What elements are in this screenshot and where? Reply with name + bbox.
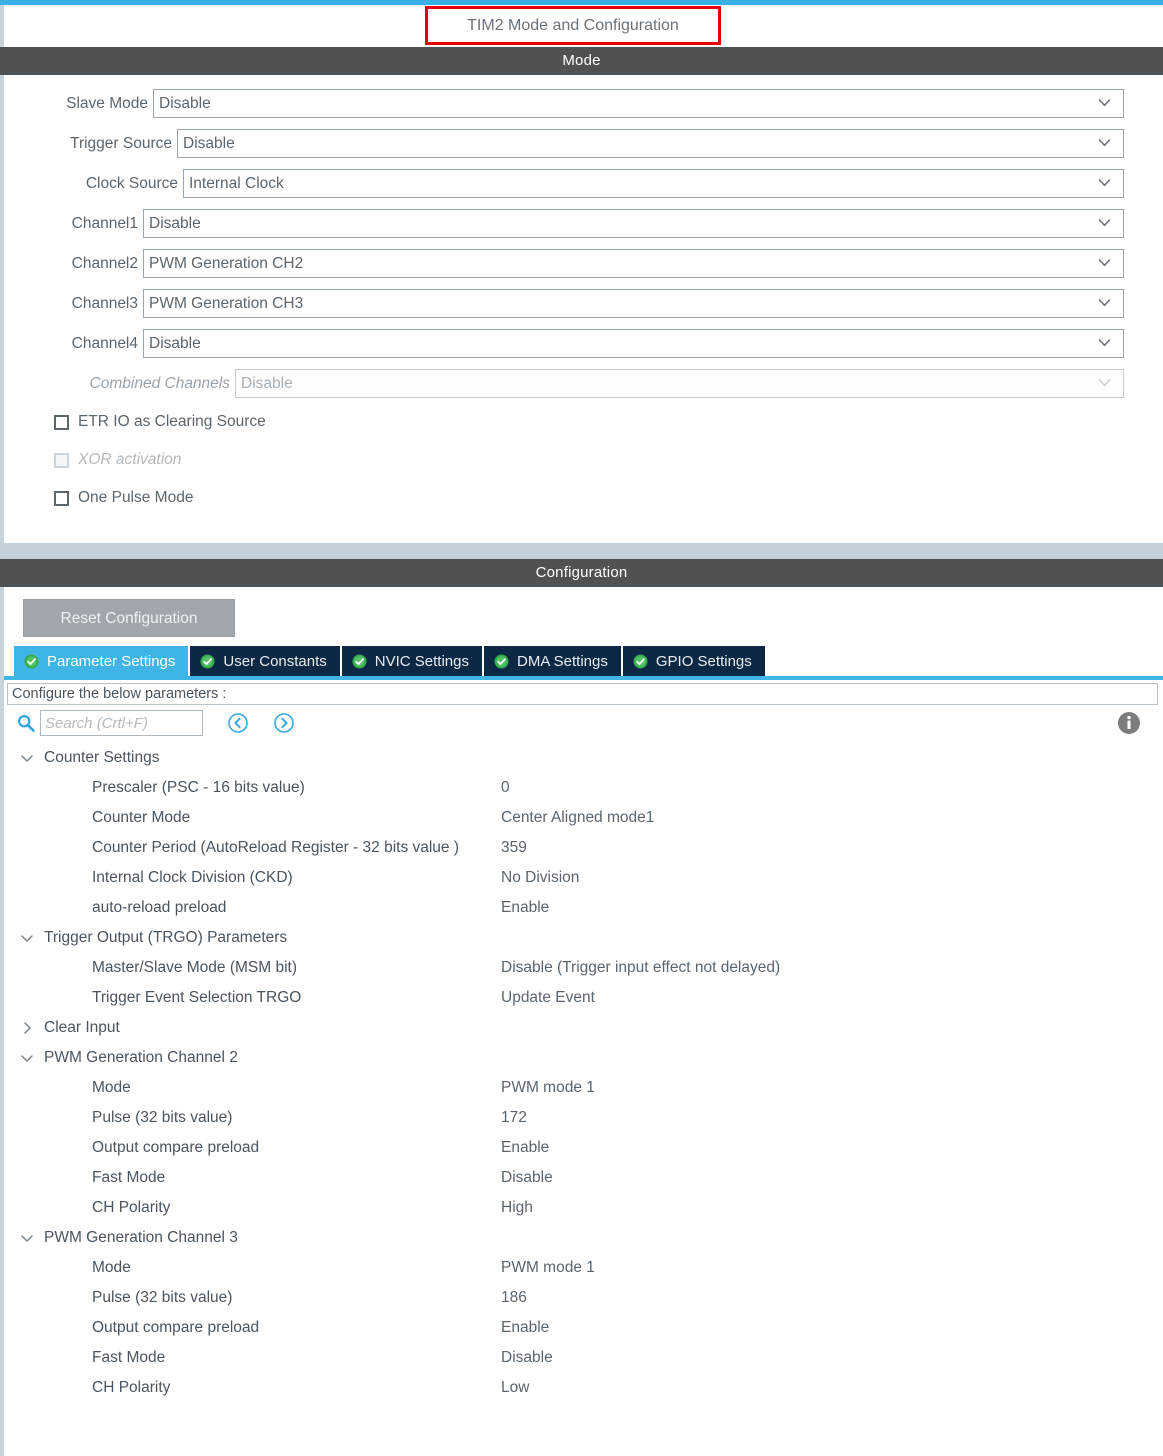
checkbox-label: ETR IO as Clearing Source <box>78 413 266 430</box>
tree-param-label: Trigger Event Selection TRGO <box>92 989 302 1006</box>
tree-group-row[interactable] <box>4 923 1163 953</box>
mode-combobox-value: Disable <box>159 94 211 112</box>
tree-param-value[interactable]: Enable <box>501 1139 550 1156</box>
check-circle-icon <box>633 654 648 669</box>
tree-param-row[interactable] <box>4 1313 1163 1343</box>
configure-hint-strip <box>7 683 1158 705</box>
mode-row <box>4 287 1163 320</box>
check-circle-icon <box>352 654 367 669</box>
checkbox-3[interactable] <box>54 491 69 506</box>
mode-row <box>4 87 1163 120</box>
search-icon <box>16 713 36 733</box>
tree-param-label: CH Polarity <box>92 1379 171 1396</box>
tree-param-value[interactable]: PWM mode 1 <box>501 1079 595 1096</box>
mode-combobox[interactable] <box>177 129 1124 158</box>
tab-label: NVIC Settings <box>374 652 469 670</box>
tree-group-row[interactable] <box>4 743 1163 773</box>
tree-group-label: PWM Generation Channel 2 <box>44 1049 238 1066</box>
mode-combobox-value: PWM Generation CH3 <box>149 294 304 312</box>
configuration-panel <box>0 587 1163 1456</box>
chevron-down-icon <box>1098 216 1111 229</box>
tree-param-row[interactable] <box>4 803 1163 833</box>
mode-combobox-value: PWM Generation CH2 <box>149 254 304 272</box>
panel-separator <box>0 543 1163 559</box>
tree-param-value[interactable]: No Division <box>501 869 580 886</box>
tree-group-label: PWM Generation Channel 3 <box>44 1229 238 1246</box>
check-circle-icon <box>200 654 215 669</box>
chevron-down-icon[interactable] <box>20 1231 34 1245</box>
mode-combobox-value: Internal Clock <box>189 174 284 192</box>
tab-parameter-settings[interactable] <box>14 646 188 676</box>
tree-param-label: Pulse (32 bits value) <box>92 1289 233 1306</box>
chevron-down-icon <box>1098 96 1111 109</box>
tree-param-row[interactable] <box>4 1253 1163 1283</box>
chevron-down-icon[interactable] <box>20 931 34 945</box>
mode-row <box>4 167 1163 200</box>
chevron-down-icon <box>1098 136 1111 149</box>
tab-label: DMA Settings <box>517 652 608 670</box>
tree-param-value[interactable]: Low <box>501 1379 530 1396</box>
tree-param-label: Mode <box>92 1079 131 1096</box>
tree-param-label: Fast Mode <box>92 1349 166 1366</box>
mode-panel <box>0 75 1163 543</box>
tab-label: GPIO Settings <box>655 652 752 670</box>
tree-param-label: Counter Mode <box>92 809 191 826</box>
tree-param-label: Mode <box>92 1259 131 1276</box>
tree-param-row[interactable] <box>4 893 1163 923</box>
tree-param-value[interactable]: 359 <box>501 839 527 856</box>
reset-configuration-button[interactable]: Reset Configuration <box>23 599 235 637</box>
tree-param-label: Output compare preload <box>92 1139 260 1156</box>
mode-row-label: Channel2 <box>71 254 138 272</box>
tree-param-label: Output compare preload <box>92 1319 260 1336</box>
tree-param-row[interactable] <box>4 863 1163 893</box>
tree-group-label: Trigger Output (TRGO) Parameters <box>44 929 288 946</box>
tree-param-value[interactable]: PWM mode 1 <box>501 1259 595 1276</box>
configure-hint-text: Configure the below parameters : <box>12 686 227 702</box>
tree-param-row[interactable] <box>4 1103 1163 1133</box>
tree-param-row[interactable] <box>4 773 1163 803</box>
tree-param-row[interactable] <box>4 1133 1163 1163</box>
mode-row-label: Slave Mode <box>66 94 148 112</box>
mode-row-label: Combined Channels <box>89 374 230 392</box>
tree-param-value[interactable]: Center Aligned mode1 <box>501 809 655 826</box>
tree-param-label: auto-reload preload <box>92 899 227 916</box>
mode-combobox <box>235 369 1124 398</box>
mode-checkboxes-container <box>4 407 1163 513</box>
tab-label: Parameter Settings <box>47 652 176 670</box>
chevron-down-icon <box>1098 176 1111 189</box>
mode-row <box>4 327 1163 360</box>
mode-row-label: Clock Source <box>85 174 178 192</box>
tabs-underline <box>4 676 1163 680</box>
mode-checkbox-row <box>4 445 1163 475</box>
mode-combobox[interactable] <box>143 289 1124 318</box>
tree-param-row[interactable] <box>4 1163 1163 1193</box>
tree-param-row[interactable] <box>4 983 1163 1013</box>
checkbox-1[interactable] <box>54 415 69 430</box>
tree-group-label: Counter Settings <box>44 749 160 766</box>
checkbox-label: XOR activation <box>78 451 182 468</box>
tree-param-value[interactable]: Disable <box>501 1169 553 1186</box>
tree-param-label: Internal Clock Division (CKD) <box>92 869 293 886</box>
mode-combobox-value: Disable <box>149 214 201 232</box>
next-match-icon[interactable] <box>273 712 295 734</box>
checkbox-2 <box>54 453 69 468</box>
tree-param-row[interactable] <box>4 1283 1163 1313</box>
mode-row-label: Trigger Source <box>70 134 172 152</box>
tab-dma-settings[interactable] <box>484 646 621 676</box>
title-band <box>0 5 1163 47</box>
search-row <box>4 705 1163 741</box>
tree-param-row[interactable] <box>4 1343 1163 1373</box>
tab-label: User Constants <box>223 652 327 670</box>
tree-param-value[interactable]: High <box>501 1199 533 1216</box>
tree-param-row[interactable] <box>4 1373 1163 1403</box>
mode-rows-container <box>4 87 1163 400</box>
mode-row <box>4 247 1163 280</box>
tree-param-value[interactable]: Enable <box>501 1319 550 1336</box>
mode-combobox[interactable] <box>153 89 1124 118</box>
mode-combobox[interactable] <box>143 249 1124 278</box>
configuration-section-header: Configuration <box>0 559 1163 587</box>
chevron-right-icon[interactable] <box>20 1021 34 1035</box>
check-circle-icon <box>24 654 39 669</box>
tree-param-row[interactable] <box>4 953 1163 983</box>
previous-match-icon[interactable] <box>227 712 249 734</box>
mode-row-label: Channel3 <box>71 294 138 312</box>
mode-combobox[interactable] <box>143 329 1124 358</box>
checkbox-label: One Pulse Mode <box>78 489 194 506</box>
tree-group-row[interactable] <box>4 1223 1163 1253</box>
chevron-down-icon <box>1098 256 1111 269</box>
tree-param-value[interactable]: 186 <box>501 1289 527 1306</box>
tab-gpio-settings[interactable] <box>623 646 765 676</box>
tree-param-label: Fast Mode <box>92 1169 166 1186</box>
tree-group-label: Clear Input <box>44 1019 120 1036</box>
chevron-down-icon[interactable] <box>20 1051 34 1065</box>
mode-row <box>4 127 1163 160</box>
tree-param-value[interactable]: Disable <box>501 1349 553 1366</box>
mode-combobox[interactable] <box>143 209 1124 238</box>
info-icon[interactable] <box>1117 711 1141 735</box>
chevron-down-icon <box>1098 336 1111 349</box>
tree-group-row[interactable] <box>4 1013 1163 1043</box>
mode-combobox-value: Disable <box>183 134 235 152</box>
mode-checkbox-row[interactable] <box>4 407 1163 437</box>
tree-param-label: Prescaler (PSC - 16 bits value) <box>92 779 305 796</box>
tree-param-label: CH Polarity <box>92 1199 171 1216</box>
page-title: TIM2 Mode and Configuration <box>467 17 679 34</box>
tree-param-value[interactable]: Disable (Trigger input effect not delayed) <box>501 959 781 976</box>
check-circle-icon <box>494 654 509 669</box>
tab-nvic-settings[interactable] <box>342 646 482 676</box>
mode-section-header: Mode <box>0 47 1163 75</box>
chevron-down-icon <box>1098 376 1111 389</box>
tree-param-value[interactable]: Enable <box>501 899 550 916</box>
tree-param-value[interactable]: 0 <box>501 779 510 796</box>
settings-tabs <box>4 646 1163 676</box>
mode-row-label: Channel1 <box>71 214 138 232</box>
tree-param-row[interactable] <box>4 1193 1163 1223</box>
mode-combobox-value: Disable <box>149 334 201 352</box>
parameter-tree <box>4 741 1163 1403</box>
chevron-down-icon <box>1098 296 1111 309</box>
tree-group-row[interactable] <box>4 1043 1163 1073</box>
mode-combobox[interactable] <box>183 169 1124 198</box>
tree-param-label: Counter Period (AutoReload Register - 32 bits value ) <box>92 839 460 856</box>
tree-param-value[interactable]: 172 <box>501 1109 527 1126</box>
tree-param-row[interactable] <box>4 833 1163 863</box>
tree-param-value[interactable]: Update Event <box>501 989 595 1006</box>
search-input[interactable] <box>40 710 203 736</box>
mode-row <box>4 367 1163 400</box>
mode-checkbox-row[interactable] <box>4 483 1163 513</box>
mode-row <box>4 207 1163 240</box>
mode-combobox-value: Disable <box>241 374 293 392</box>
mode-row-label: Channel4 <box>71 334 138 352</box>
tree-param-label: Master/Slave Mode (MSM bit) <box>92 959 297 976</box>
chevron-down-icon[interactable] <box>20 751 34 765</box>
tree-param-row[interactable] <box>4 1073 1163 1103</box>
reset-button-wrap <box>4 587 1163 646</box>
tree-param-label: Pulse (32 bits value) <box>92 1109 233 1126</box>
tab-user-constants[interactable] <box>190 646 339 676</box>
